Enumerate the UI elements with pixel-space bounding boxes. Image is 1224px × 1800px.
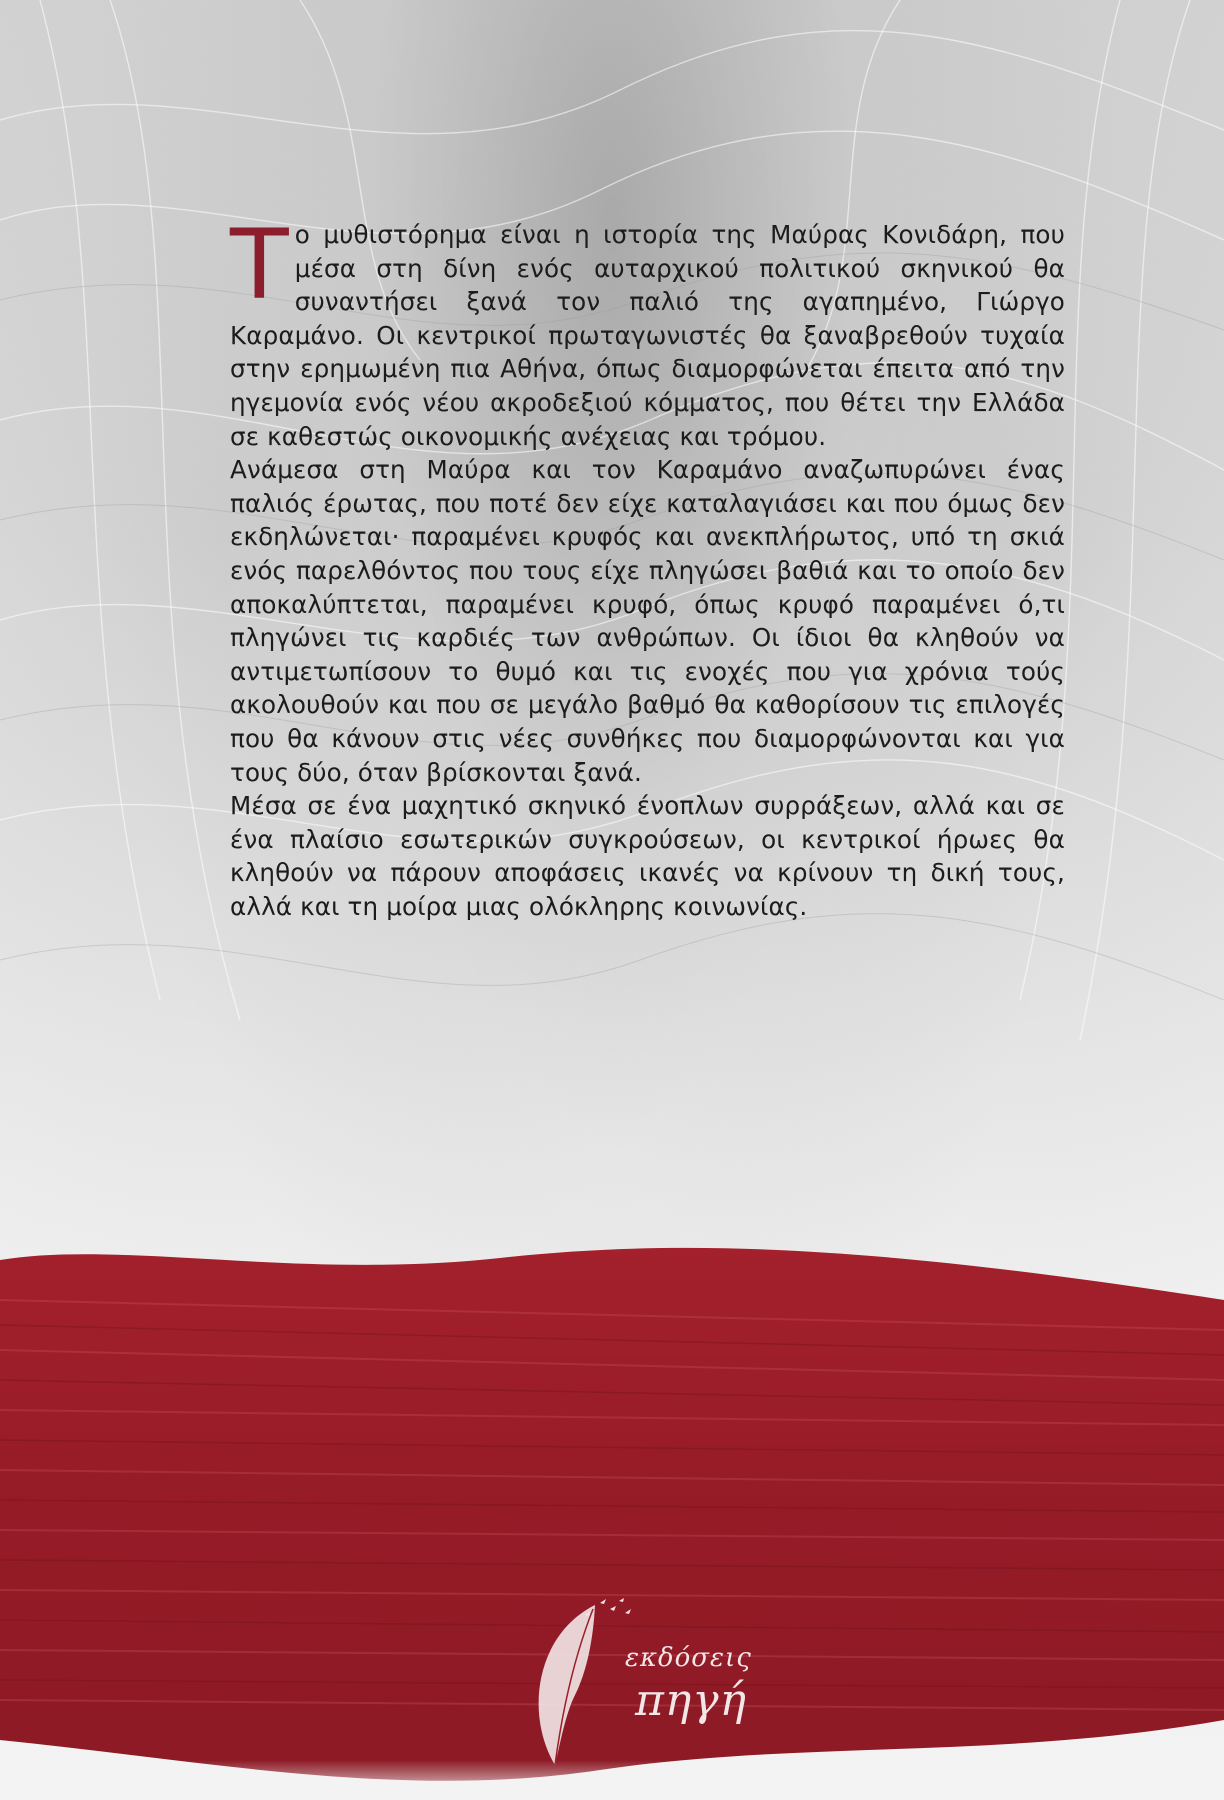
feather-with-birds-icon [515,1595,635,1775]
dropcap-letter: Τ [230,209,289,321]
publisher-name-line1: εκδόσεις [625,1643,752,1673]
publisher-name-line2: πηγή [635,1675,747,1726]
bottom-fade [0,1760,1224,1800]
synopsis-paragraph-2: Ανάμεσα στη Μαύρα και τον Καραμάνο αναζωπυρώνει ένας παλιός έρωτας, που ποτέ δεν είχε καταλαγιάσει και που όμως δεν εκδηλώνεται· παραμένει κρυφός και ανεκπλήρωτος, υπό τη σκιά ενός παρελθόντος που τους είχε πληγώσει βαθιά και το οποίο δεν αποκαλύπτεται, παραμένει κρυφό, όπως κρυφό παραμένει ό,τι πληγώνει τις καρδιές των ανθρώπων. Οι ίδιοι θα κληθούν να αντιμετωπίσουν το θυμό και τις ενοχές που για χρόνια τούς ακολουθούν και που σε μεγάλο βαθμό θα καθορίσουν τις επιλογές που θα κάνουν στις νέες συνθήκες που διαμορφώνονται και για τους δύο, όταν βρίσκονται ξανά. [230,455,1065,787]
synopsis-text [230,209,1065,923]
synopsis-paragraph-3: Μέσα σε ένα μαχητικό σκηνικό ένοπλων συρράξεων, αλλά και σε ένα πλαίσιο εσωτερικών συγκρούσεων, οι κεντρικοί ήρωες θα κληθούν να πάρουν αποφάσεις ικανές να κρίνουν τη δική τους, αλλά και τη μοίρα μιας ολόκληρης κοινωνίας. [230,791,1065,921]
synopsis-paragraph-1: ο μυθιστόρημα είναι η ιστορία της Μαύρας Κονιδάρη, που μέσα στη δίνη ενός αυταρχικού πολιτικού σκηνικού θα συναντήσει ξανά τον παλιό της αγαπημένο, Γιώργο Καραμάνο. Οι κεντρικοί πρωταγωνιστές θα ξαναβρεθούν τυχαία στην ερημωμένη πια Αθήνα, όπως διαμορφώνεται έπειτα από την ηγεμονία ενός νέου ακροδεξιού κόμματος, που θέτει την Ελλάδα σε καθεστώς οικονομικής ανέχειας και τρόμου. [230,220,1065,451]
publisher-logo [515,1595,785,1775]
